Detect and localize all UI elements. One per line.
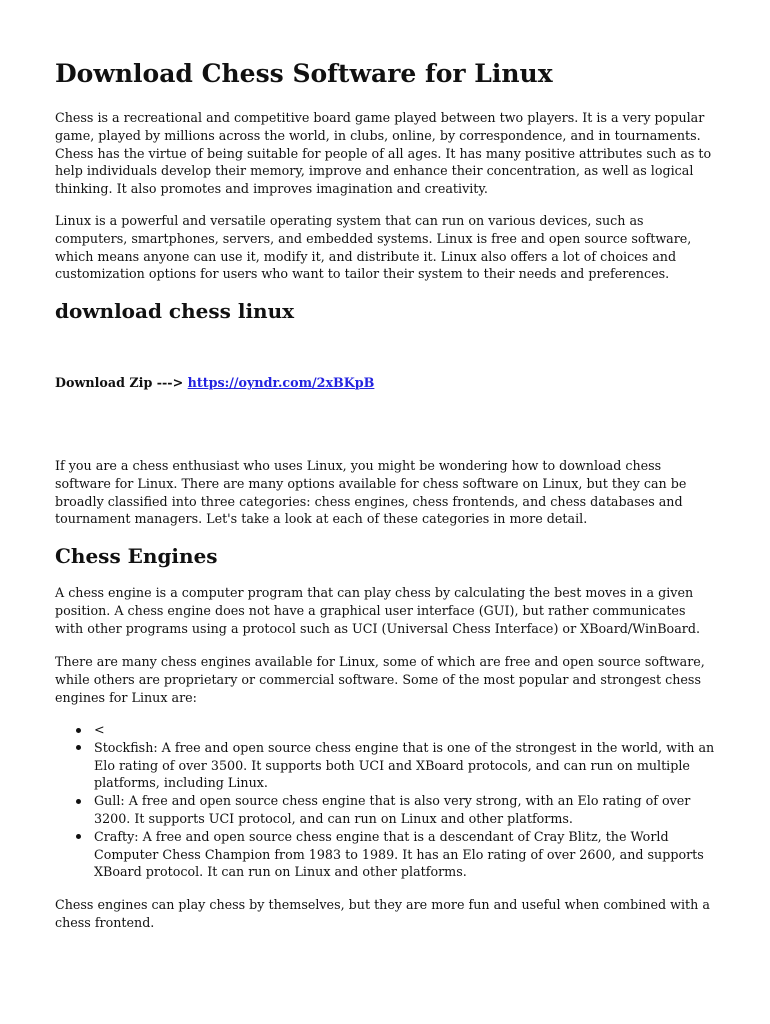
subheading-download: download chess linux xyxy=(55,299,295,323)
section-heading-chess-engines: Chess Engines xyxy=(55,544,218,568)
chess-engines-list xyxy=(55,721,715,881)
closing-paragraph: Chess engines can play chess by themselves, but they are more fun and useful when combined with a chess frontend. xyxy=(55,897,710,930)
download-label: Download Zip ---> xyxy=(55,375,184,390)
intro-paragraph-1: Chess is a recreational and competitive board game played between two players. It is a very popular game, played by millions across the world, in clubs, online, by correspondence, and in tournaments. Chess has the virtue of being suitable for people of all ages. It has many positive attributes such as to help individuals develop their memory, improve and enhance their concentration, as well as logical thinking. It also promotes and improves imagination and creativity. xyxy=(55,110,712,197)
intro-paragraph-2: Linux is a powerful and versatile operating system that can run on various devices, such as computers, smartphones, servers, and embedded systems. Linux is free and open source software, which means anyone can use it, modify it, and distribute it. Linux also offers a lot of choices and customization options for users who want to tailor their system to their needs and preferences. xyxy=(55,213,692,282)
list-item: < xyxy=(94,721,715,739)
download-line xyxy=(55,374,715,392)
list-item: Stockfish: A free and open source chess engine that is one of the strongest in the world, with an Elo rating of over 3500. It supports both UCI and XBoard protocols, and can run on multiple platforms, including Linux. xyxy=(94,739,715,791)
list-item: Crafty: A free and open source chess engine that is a descendant of Cray Blitz, the World Computer Chess Champion from 1983 to 1989. It has an Elo rating of over 2600, and supports XBoard protocol. It can run on Linux and other platforms. xyxy=(94,828,715,881)
body-paragraph: If you are a chess enthusiast who uses Linux, you might be wondering how to download chess software for Linux. There are many options available for chess software on Linux, but they can be broadly classified into three categories: chess engines, chess frontends, and chess databases and tournament managers. Let's take a look at each of these categories in more detail. xyxy=(55,458,687,527)
list-item: Gull: A free and open source chess engine that is also very strong, with an Elo rating of over 3200. It supports UCI protocol, and can run on Linux and other platforms. xyxy=(94,792,715,828)
download-link[interactable]: https://oyndr.com/2xBKpB xyxy=(187,375,375,390)
page-title: Download Chess Software for Linux xyxy=(55,59,553,88)
section-paragraph-2: There are many chess engines available for Linux, some of which are free and open source software, while others are proprietary or commercial software. Some of the most popular and strongest chess engines for Linux are: xyxy=(55,654,705,705)
section-paragraph-1: A chess engine is a computer program that can play chess by calculating the best moves in a given position. A chess engine does not have a graphical user interface (GUI), but rather communicates with other programs using a protocol such as UCI (Universal Chess Interface) or XBoard/WinBoard. xyxy=(55,585,700,636)
